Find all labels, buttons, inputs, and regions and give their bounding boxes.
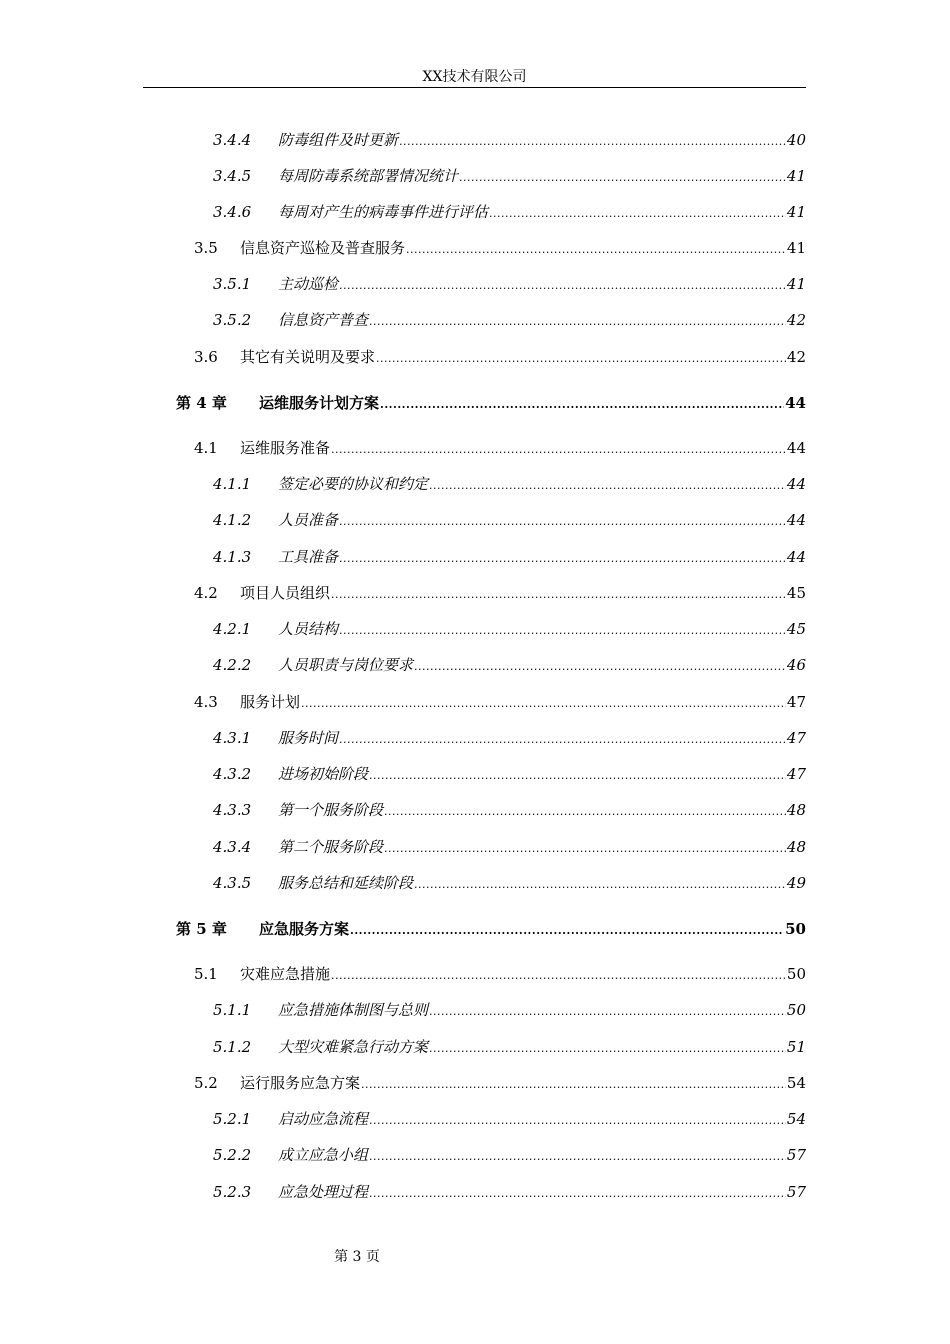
toc-dot-leader — [369, 765, 786, 787]
toc-entry-page: 41 — [786, 239, 806, 257]
toc-dot-leader — [301, 693, 786, 715]
toc-dot-leader — [339, 511, 786, 533]
toc-entry-title: 应急措施体制图与总则 — [278, 1001, 429, 1019]
toc-entry-number: 5.2.1 — [213, 1110, 252, 1128]
toc-entry-page: 42 — [786, 311, 806, 329]
toc-entry-number: 5.1.1 — [213, 1001, 252, 1019]
toc-entry-page: 50 — [785, 920, 806, 938]
toc-dot-leader — [429, 1001, 786, 1023]
toc-entry[interactable] — [213, 836, 806, 858]
toc-entry-title: 服务时间 — [278, 729, 339, 747]
toc-entry-title: 运维服务计划方案 — [259, 394, 380, 412]
toc-dot-leader — [459, 167, 786, 189]
toc-entry[interactable] — [213, 618, 806, 640]
toc-entry[interactable] — [176, 918, 806, 940]
page-header — [143, 67, 806, 87]
toc-entry-number: 4.2 — [194, 584, 218, 602]
toc-entry-title: 人员职责与岗位要求 — [278, 656, 414, 674]
toc-entry[interactable] — [213, 1181, 806, 1203]
toc-dot-leader — [414, 656, 786, 678]
toc-entry-number: 3.5 — [194, 239, 218, 257]
toc-dot-leader — [369, 1146, 786, 1168]
toc-dot-leader — [369, 311, 786, 333]
toc-entry-number: 4.3.1 — [213, 729, 252, 747]
toc-entry[interactable] — [213, 273, 806, 295]
toc-dot-leader — [331, 965, 786, 987]
toc-dot-leader — [331, 439, 786, 461]
toc-entry[interactable] — [194, 582, 806, 604]
toc-entry-page: 47 — [786, 693, 806, 711]
toc-entry-page: 50 — [786, 965, 806, 983]
toc-entry-page: 45 — [786, 620, 806, 638]
toc-entry-number: 4.3.5 — [213, 874, 252, 892]
toc-dot-leader — [384, 838, 786, 860]
toc-entry-title: 第一个服务阶段 — [278, 801, 384, 819]
toc-entry-page: 44 — [785, 394, 806, 412]
toc-entry[interactable] — [213, 1108, 806, 1130]
toc-entry[interactable] — [213, 201, 806, 223]
toc-entry[interactable] — [213, 509, 806, 531]
toc-dot-leader — [339, 620, 786, 642]
toc-entry[interactable] — [213, 165, 806, 187]
toc-entry[interactable] — [213, 1144, 806, 1166]
toc-entry-title: 进场初始阶段 — [278, 765, 369, 783]
toc-entry-number: 4.1.2 — [213, 511, 252, 529]
toc-entry-number: 3.6 — [194, 348, 218, 366]
toc-entry-page: 50 — [786, 1001, 806, 1019]
toc-entry-title: 项目人员组织 — [240, 584, 331, 602]
toc-entry[interactable] — [213, 129, 806, 151]
toc-entry[interactable] — [194, 963, 806, 985]
toc-entry[interactable] — [194, 346, 806, 368]
toc-entry-page: 45 — [786, 584, 806, 602]
toc-entry-number: 第 4 章 — [176, 394, 227, 412]
toc-entry-number: 4.1.3 — [213, 548, 252, 566]
toc-entry-title: 服务计划 — [240, 693, 301, 711]
toc-entry-page: 48 — [786, 838, 806, 856]
toc-entry[interactable] — [213, 872, 806, 894]
toc-entry-number: 4.1.1 — [213, 475, 252, 493]
toc-entry-title: 启动应急流程 — [278, 1110, 369, 1128]
toc-dot-leader — [339, 729, 786, 751]
toc-dot-leader — [384, 801, 786, 823]
toc-dot-leader — [369, 1183, 786, 1205]
toc-entry-number: 3.4.6 — [213, 203, 252, 221]
toc-entry-title: 第二个服务阶段 — [278, 838, 384, 856]
toc-entry-number: 4.1 — [194, 439, 218, 457]
toc-entry[interactable] — [213, 546, 806, 568]
toc-dot-leader — [399, 131, 786, 153]
toc-dot-leader — [406, 239, 786, 261]
toc-entry-title: 人员结构 — [278, 620, 339, 638]
toc-dot-leader — [429, 475, 786, 497]
toc-entry-number: 5.2.3 — [213, 1183, 252, 1201]
toc-entry[interactable] — [213, 1036, 806, 1058]
toc-dot-leader — [489, 203, 786, 225]
toc-entry-page: 40 — [786, 131, 806, 149]
toc-dot-leader — [376, 348, 786, 370]
toc-entry-page: 42 — [786, 348, 806, 366]
page-number: 第 3 页 — [334, 1249, 380, 1265]
toc-dot-leader — [361, 1074, 786, 1096]
toc-entry[interactable] — [213, 799, 806, 821]
toc-entry-number: 第 5 章 — [176, 920, 227, 938]
toc-dot-leader — [380, 394, 784, 416]
toc-entry-title: 应急处理过程 — [278, 1183, 369, 1201]
toc-entry-title: 灾难应急措施 — [240, 965, 331, 983]
toc-entry[interactable] — [194, 437, 806, 459]
toc-entry-page: 41 — [786, 203, 806, 221]
toc-entry[interactable] — [213, 763, 806, 785]
toc-entry-page: 41 — [786, 167, 806, 185]
toc-entry-title: 信息资产普查 — [278, 311, 369, 329]
header-rule — [143, 87, 806, 88]
toc-entry-title: 主动巡检 — [278, 275, 339, 293]
toc-entry[interactable] — [194, 691, 806, 713]
toc-entry-number: 5.1 — [194, 965, 218, 983]
toc-entry-title: 信息资产巡检及普查服务 — [240, 239, 406, 257]
toc-dot-leader — [339, 275, 786, 297]
toc-entry-number: 3.4.5 — [213, 167, 252, 185]
toc-entry-title: 服务总结和延续阶段 — [278, 874, 414, 892]
toc-entry-number: 5.1.2 — [213, 1038, 252, 1056]
toc-entry-page: 57 — [786, 1146, 806, 1164]
toc-entry-page: 41 — [786, 275, 806, 293]
toc-entry-page: 47 — [786, 729, 806, 747]
toc-entry-page: 47 — [786, 765, 806, 783]
toc-entry-number: 4.3 — [194, 693, 218, 711]
toc-entry-page: 46 — [786, 656, 806, 674]
toc-entry-number: 4.3.4 — [213, 838, 252, 856]
toc-entry-page: 44 — [786, 475, 806, 493]
toc-entry-title: 每周防毒系统部署情况统计 — [278, 167, 459, 185]
toc-entry[interactable] — [213, 309, 806, 331]
toc-entry-title: 应急服务方案 — [259, 920, 350, 938]
toc-entry-page: 51 — [786, 1038, 806, 1056]
toc-entry-number: 3.4.4 — [213, 131, 252, 149]
toc-entry-number: 5.2.2 — [213, 1146, 252, 1164]
toc-entry[interactable] — [213, 999, 806, 1021]
toc-entry-number: 5.2 — [194, 1074, 218, 1092]
toc-dot-leader — [350, 920, 784, 942]
toc-entry-number: 4.2.1 — [213, 620, 252, 638]
toc-entry-title: 人员准备 — [278, 511, 339, 529]
toc-dot-leader — [331, 584, 786, 606]
header-company: XX技术有限公司 — [422, 69, 527, 85]
toc-entry[interactable] — [213, 727, 806, 749]
toc-entry[interactable] — [213, 654, 806, 676]
toc-entry-page: 49 — [786, 874, 806, 892]
toc-entry-title: 其它有关说明及要求 — [240, 348, 376, 366]
toc-entry-page: 54 — [786, 1110, 806, 1128]
toc-entry[interactable] — [213, 473, 806, 495]
toc-entry[interactable] — [194, 237, 806, 259]
toc-entry-title: 成立应急小组 — [278, 1146, 369, 1164]
toc-entry-page: 54 — [786, 1074, 806, 1092]
toc-entry-title: 每周对产生的病毒事件进行评估 — [278, 203, 489, 221]
toc-entry-number: 3.5.1 — [213, 275, 252, 293]
toc-entry-title: 签定必要的协议和约定 — [278, 475, 429, 493]
toc-entry-number: 4.2.2 — [213, 656, 252, 674]
page-footer — [0, 1247, 714, 1267]
toc-entry-number: 4.3.2 — [213, 765, 252, 783]
toc-entry-page: 57 — [786, 1183, 806, 1201]
toc-entry-number: 3.5.2 — [213, 311, 252, 329]
toc-dot-leader — [414, 874, 786, 896]
toc-entry-page: 44 — [786, 548, 806, 566]
toc-entry-title: 运维服务准备 — [240, 439, 331, 457]
toc-entry-number: 4.3.3 — [213, 801, 252, 819]
toc-entry-page: 44 — [786, 511, 806, 529]
toc-dot-leader — [369, 1110, 786, 1132]
toc-dot-leader — [339, 548, 786, 570]
toc-entry-title: 大型灾难紧急行动方案 — [278, 1038, 429, 1056]
toc-entry-page: 44 — [786, 439, 806, 457]
toc-entry[interactable] — [194, 1072, 806, 1094]
toc-dot-leader — [429, 1038, 786, 1060]
toc-entry-title: 防毒组件及时更新 — [278, 131, 399, 149]
toc-entry[interactable] — [176, 392, 806, 414]
toc-entry-page: 48 — [786, 801, 806, 819]
toc-entry-title: 运行服务应急方案 — [240, 1074, 361, 1092]
toc-entry-title: 工具准备 — [278, 548, 339, 566]
